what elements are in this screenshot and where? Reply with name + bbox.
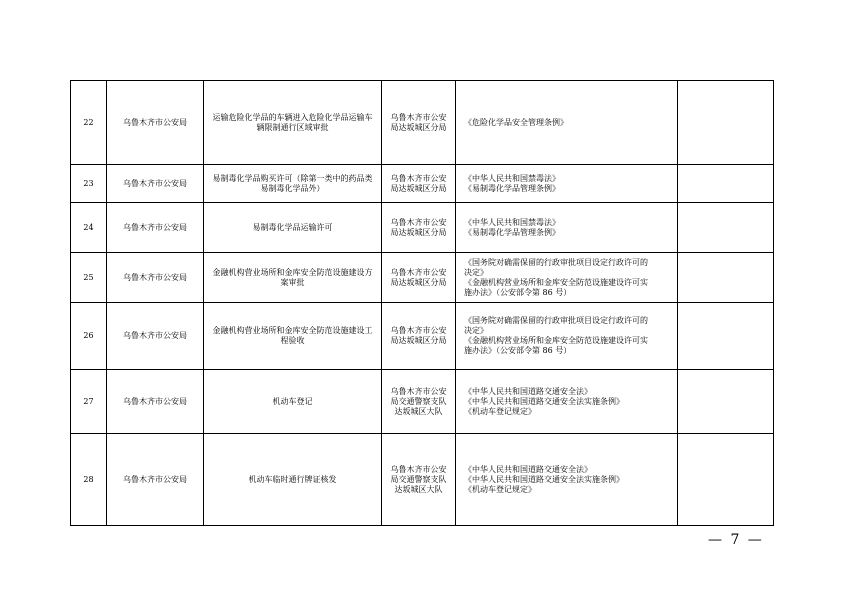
basis-line: 决定》	[464, 267, 488, 277]
department-cell: 乌鲁木齐市公安局	[107, 253, 204, 303]
item-cell: 易制毒化学品购买许可（除第一类中的药品类易制毒化学品外）	[204, 165, 382, 203]
unit-cell: 乌鲁木齐市公安局达坂城区分局	[382, 165, 456, 203]
basis-line: 《机动车登记规定》	[464, 484, 536, 494]
basis-cell	[456, 165, 678, 203]
basis-line: 施办法》（公安部令第 86 号）	[464, 346, 572, 355]
item-cell: 机动车临时通行牌证核发	[204, 434, 382, 526]
page-number: — 7 —	[708, 532, 764, 548]
basis-line: 决定》	[464, 326, 488, 335]
basis-line: 《金融机构营业场所和金库安全防范设施建设许可实	[464, 277, 648, 287]
item-cell: 机动车登记	[204, 370, 382, 434]
basis-cell	[456, 370, 678, 434]
table-row	[71, 434, 774, 526]
basis-line: 《危险化学品安全管理条例》	[464, 117, 568, 127]
row-number: 24	[71, 203, 107, 253]
permit-table	[70, 80, 774, 526]
department-cell: 乌鲁木齐市公安局	[107, 434, 204, 526]
remark-cell	[678, 434, 774, 526]
basis-line: 《金融机构营业场所和金库安全防范设施建设许可实	[464, 336, 648, 345]
basis-line: 《中华人民共和国道路交通安全法》	[464, 386, 592, 396]
basis-line: 《机动车登记规定》	[464, 406, 536, 416]
table-row	[71, 303, 774, 370]
table-row	[71, 253, 774, 303]
row-number: 27	[71, 370, 107, 434]
basis-line: 《中华人民共和国道路交通安全法实施条例》	[464, 396, 624, 406]
unit-cell: 乌鲁木齐市公安局达坂城区分局	[382, 253, 456, 303]
row-number: 23	[71, 165, 107, 203]
unit-cell: 乌鲁木齐市公安局交通警察支队达坂城区大队	[382, 434, 456, 526]
basis-line: 《中华人民共和国禁毒法》	[464, 217, 560, 227]
table-row	[71, 370, 774, 434]
table-row	[71, 203, 774, 253]
row-number: 22	[71, 81, 107, 165]
table-body	[71, 81, 774, 526]
remark-cell	[678, 81, 774, 165]
item-cell: 金融机构营业场所和金库安全防范设施建设工程验收	[204, 303, 382, 370]
item-cell: 易制毒化学品运输许可	[204, 203, 382, 253]
basis-line: 《国务院对确需保留的行政审批项目设定行政许可的	[464, 316, 648, 325]
basis-line: 施办法》（公安部令第 86 号）	[464, 287, 572, 297]
unit-cell: 乌鲁木齐市公安局交通警察支队达坂城区大队	[382, 370, 456, 434]
basis-cell	[456, 81, 678, 165]
row-number: 28	[71, 434, 107, 526]
item-cell: 金融机构营业场所和金库安全防范设施建设方案审批	[204, 253, 382, 303]
department-cell: 乌鲁木齐市公安局	[107, 165, 204, 203]
table-row	[71, 165, 774, 203]
basis-cell	[456, 203, 678, 253]
department-cell: 乌鲁木齐市公安局	[107, 81, 204, 165]
basis-line: 《中华人民共和国禁毒法》	[464, 173, 560, 183]
remark-cell	[678, 303, 774, 370]
department-cell: 乌鲁木齐市公安局	[107, 203, 204, 253]
basis-cell	[456, 434, 678, 526]
basis-line: 《国务院对确需保留的行政审批项目设定行政许可的	[464, 257, 648, 267]
basis-cell	[456, 253, 678, 303]
unit-cell: 乌鲁木齐市公安局达坂城区分局	[382, 303, 456, 370]
basis-line: 《中华人民共和国道路交通安全法》	[464, 464, 592, 474]
department-cell: 乌鲁木齐市公安局	[107, 370, 204, 434]
table-row	[71, 81, 774, 165]
item-cell: 运输危险化学品的车辆进入危险化学品运输车辆限制通行区域审批	[204, 81, 382, 165]
department-cell: 乌鲁木齐市公安局	[107, 303, 204, 370]
row-number: 26	[71, 303, 107, 370]
remark-cell	[678, 253, 774, 303]
remark-cell	[678, 370, 774, 434]
basis-line: 《易制毒化学品管理条例》	[464, 183, 560, 193]
row-number: 25	[71, 253, 107, 303]
remark-cell	[678, 203, 774, 253]
basis-line: 《易制毒化学品管理条例》	[464, 227, 560, 237]
basis-line: 《中华人民共和国道路交通安全法实施条例》	[464, 474, 624, 484]
remark-cell	[678, 165, 774, 203]
unit-cell: 乌鲁木齐市公安局达坂城区分局	[382, 81, 456, 165]
unit-cell: 乌鲁木齐市公安局达坂城区分局	[382, 203, 456, 253]
basis-cell	[456, 303, 678, 370]
